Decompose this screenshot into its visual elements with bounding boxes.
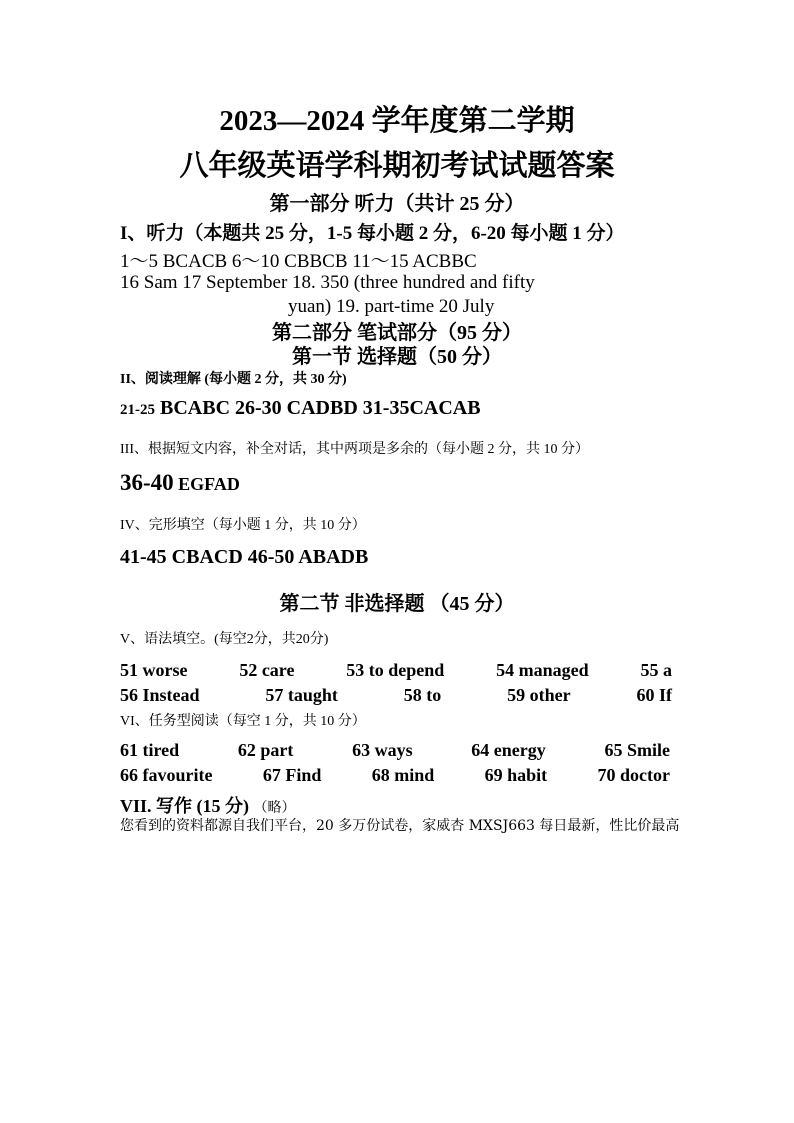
cloze-answers: 41-45 CBACD 46-50 ABADB	[120, 546, 369, 568]
reading-range: 21-25	[120, 402, 155, 418]
grammar-answer-52: 52 care	[239, 660, 295, 680]
grammar-answer-60: 60 If	[636, 685, 672, 705]
writing-label: VII. 写作 (15 分)	[120, 796, 249, 816]
section2-heading: 第二节 非选择题 （45 分）	[279, 593, 515, 615]
title-year: 2023—2024 学年度第二学期	[219, 105, 575, 137]
cloze-heading: IV、完形填空（每小题 1 分，共 10 分）	[120, 518, 366, 533]
task-row-2	[120, 765, 670, 786]
task-answer-68: 68 mind	[371, 765, 435, 785]
task-answer-65: 65 Smile	[604, 740, 670, 760]
grammar-answer-53: 53 to depend	[346, 660, 445, 680]
task-heading: VI、任务型阅读（每空 1 分，共 10 分）	[120, 714, 366, 729]
promo-text: 您看到的资料都源自我们平台，20 多万份试卷，家威杏 MXSJ663 每日最新，性比价最高	[120, 818, 680, 834]
grammar-answer-59: 59 other	[507, 685, 571, 705]
section1-heading: 第一节 选择题（50 分）	[292, 346, 502, 368]
dialogue-letters: EGFAD	[173, 474, 240, 494]
dialogue-answers	[120, 470, 240, 496]
title-exam: 八年级英语学科期初考试试题答案	[179, 150, 615, 182]
listening-answers-3: yuan) 19. part-time 20 July	[288, 296, 495, 317]
listening-answers-1: 1～5 BCACB 6～10 CBBCB 11～15 ACBBC	[120, 251, 477, 272]
task-answer-66: 66 favourite	[120, 765, 213, 785]
task-answer-61: 61 tired	[120, 740, 180, 760]
reading-heading: II、阅读理解 (每小题 2 分，共 30 分)	[120, 372, 347, 387]
task-answer-62: 62 part	[237, 740, 294, 760]
grammar-heading: V、语法填空。(每空2分，共20分)	[120, 632, 329, 647]
listening-heading: I、听力（本题共 25 分，1-5 每小题 2 分，6-20 每小题 1 分）	[120, 223, 625, 244]
grammar-row-2	[120, 685, 672, 706]
task-answer-64: 64 energy	[471, 740, 546, 760]
dialogue-range: 36-40	[120, 470, 174, 495]
writing-note: （略）	[253, 801, 296, 816]
grammar-row-1	[120, 660, 672, 681]
grammar-answer-56: 56 Instead	[120, 685, 200, 705]
reading-answers	[120, 397, 481, 420]
grammar-answer-58: 58 to	[403, 685, 442, 705]
grammar-answer-51: 51 worse	[120, 660, 188, 680]
reading-letters: BCABC 26-30 CADBD 31-35CACAB	[155, 397, 481, 419]
grammar-answer-55: 55 a	[640, 660, 672, 680]
part1-heading: 第一部分 听力（共计 25 分）	[269, 193, 525, 215]
task-answer-69: 69 habit	[484, 765, 548, 785]
task-row-1	[120, 740, 670, 761]
grammar-answer-57: 57 taught	[265, 685, 338, 705]
dialogue-heading: III、根据短文内容，补全对话，其中两项是多余的（每小题 2 分，共 10 分）	[120, 442, 589, 457]
task-answer-67: 67 Find	[262, 765, 322, 785]
part2-heading: 第二部分 笔试部分（95 分）	[272, 322, 522, 344]
task-answer-70: 70 doctor	[597, 765, 670, 785]
task-answer-63: 63 ways	[352, 740, 413, 760]
grammar-answer-54: 54 managed	[496, 660, 589, 680]
listening-answers-2: 16 Sam 17 September 18. 350 (three hundred and fifty	[120, 272, 535, 293]
